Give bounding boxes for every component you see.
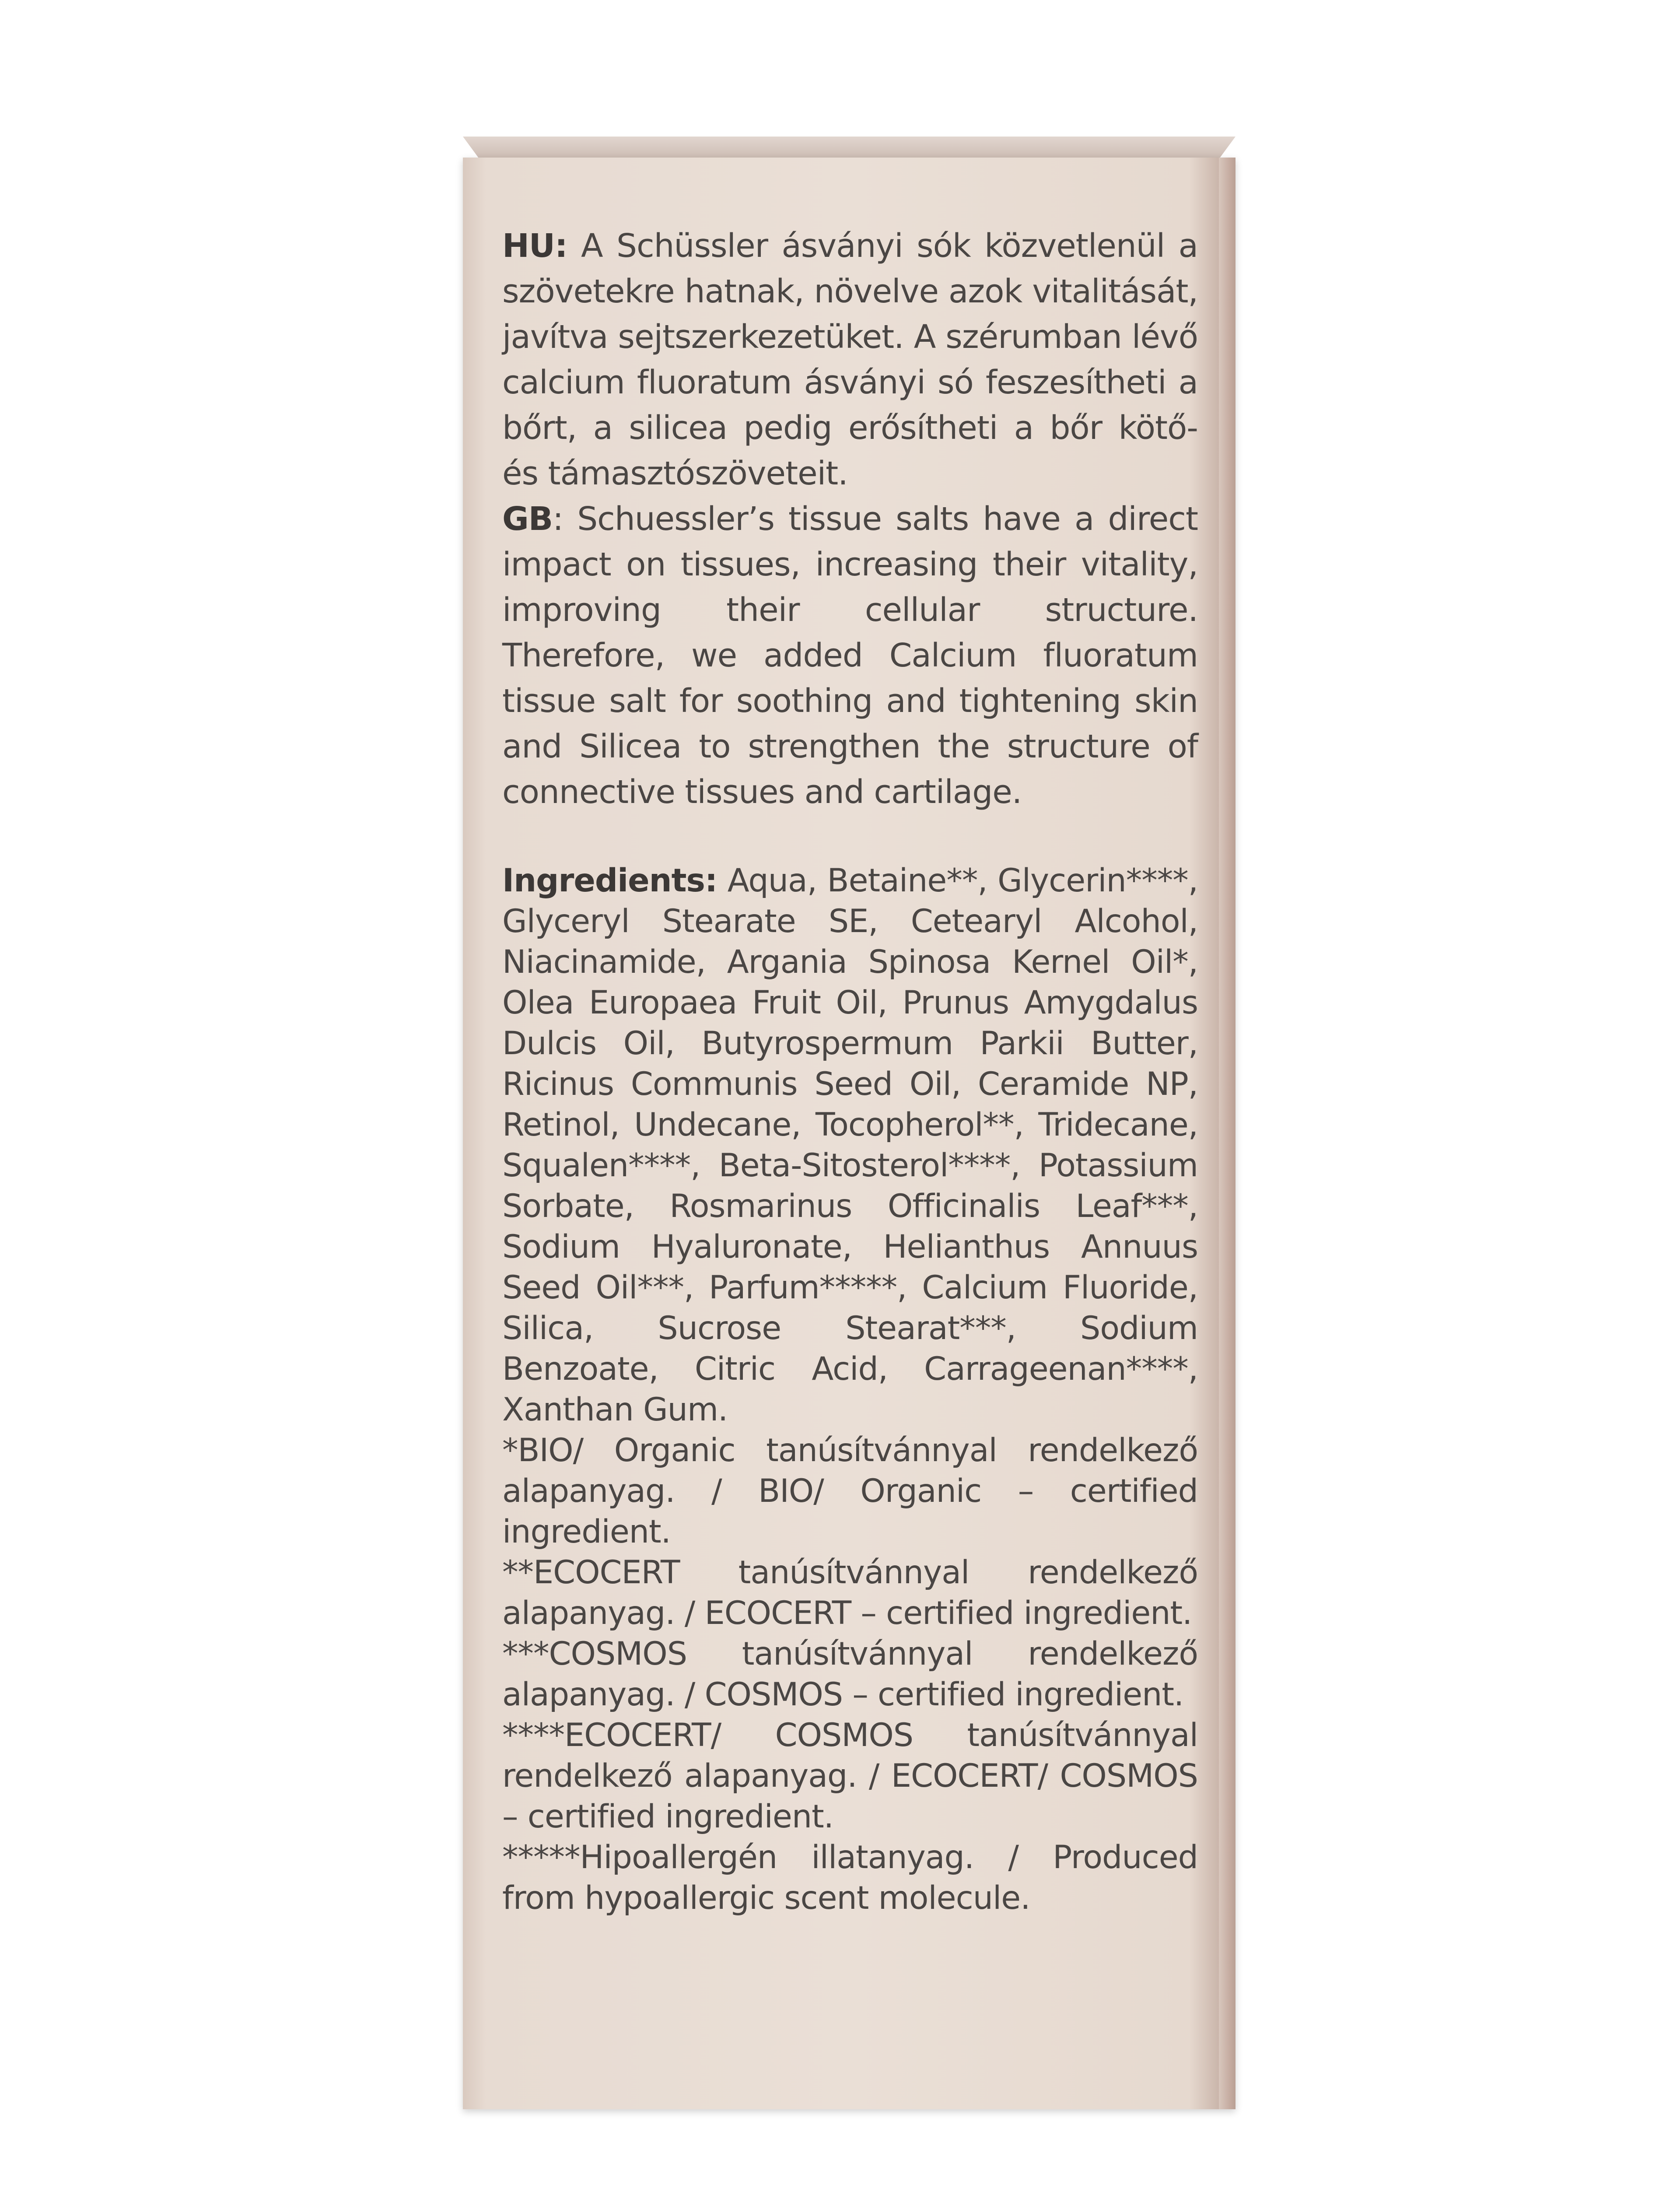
box-text-block <box>502 223 1198 1918</box>
hungarian-description <box>502 223 1198 496</box>
ingredients-text: Aqua, Betaine**, Glycerin****, Glyceryl Stearate SE, Cetearyl Alcohol, Niacinamide, Argania Spinosa Kernel Oil*, Olea Europaea Fruit Oil, Prunus Amygdalus Dulcis Oil, Butyrospermum Parkii Butter, Ricinus Communis Seed Oil, Ceramide NP, Retinol, Undecane, Tocopherol**, Tridecane, Squalen****, Beta-Sitosterol****, Potassium Sorbate, Rosmarinus Officinalis Leaf***, Sodium Hyaluronate, Helianthus Annuus Seed Oil***, Parfum*****, Calcium Fluoride, Silica, Sucrose Stearat***, Sodium Benzoate, Citric Acid, Carrageenan****, Xanthan Gum. <box>502 862 1198 1428</box>
ingredients-section <box>502 860 1198 1918</box>
english-description <box>502 496 1198 815</box>
gb-text: : Schuessler’s tissue salts have a direct impact on tissues, increasing their vitality, improving their cellular structure. Therefore, we added Calcium fluoratum tissue salt for soothing and tightening skin and Silicea to strengthen the structure of connective tissues and cartilage. <box>502 500 1198 811</box>
product-box-panel <box>463 158 1236 2109</box>
footnote-ecocert: **ECOCERT tanúsítvánnyal rendelkező alapanyag. / ECOCERT – certified ingredient. <box>502 1554 1198 1632</box>
ingredients-label: Ingredients: <box>502 862 718 899</box>
box-top-flap <box>463 131 1236 158</box>
ingredients-list <box>502 860 1198 1430</box>
gb-label: GB <box>502 500 553 538</box>
footnote-cosmos: ***COSMOS tanúsítvánnyal rendelkező alapanyag. / COSMOS – certified ingredient. <box>502 1635 1198 1713</box>
hu-label: HU: <box>502 227 567 265</box>
box-side-edge <box>1219 158 1236 2109</box>
spacer <box>502 815 1198 860</box>
footnote-hypoallergenic-scent: *****Hipoallergén illatanyag. / Produced from hypoallergic scent molecule. <box>502 1839 1198 1917</box>
footnote-ecocert-cosmos: ****ECOCERT/ COSMOS tanúsítvánnyal rendelkező alapanyag. / ECOCERT/ COSMOS – certified ingredient. <box>502 1717 1198 1835</box>
hu-text: A Schüssler ásványi sók közvetlenül a szövetekre hatnak, növelve azok vitalitását, javítva sejtszerkezetüket. A szérumban lévő calcium fluoratum ásványi só feszesítheti a bőrt, a silicea pedig erősítheti a bőr kötő- és támasztószöveteit. <box>502 227 1198 492</box>
footnote-bio: *BIO/ Organic tanúsítvánnyal rendelkező alapanyag. / BIO/ Organic – certified ingredient. <box>502 1432 1198 1550</box>
